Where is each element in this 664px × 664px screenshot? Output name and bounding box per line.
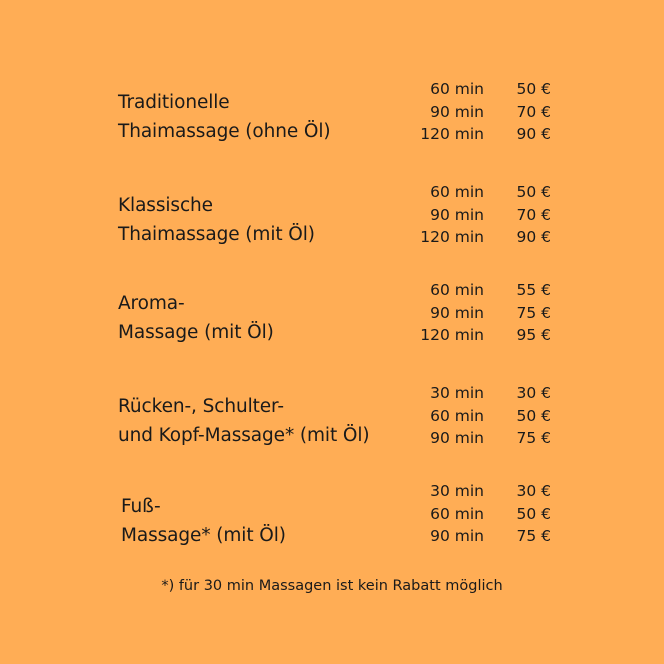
- duration-list: [430, 480, 484, 548]
- service-name: Rücken-, Schulter- und Kopf-Massage* (mit Öl): [118, 396, 370, 446]
- duration: 120 min: [420, 326, 484, 344]
- price: 30 €: [516, 384, 551, 402]
- price-list: [516, 480, 551, 548]
- service-name: Aroma- Massage (mit Öl): [118, 293, 274, 343]
- duration: 90 min: [430, 102, 484, 121]
- footnote: *) für 30 min Massagen ist kein Rabatt möglich: [161, 578, 503, 594]
- duration: 120 min: [420, 228, 484, 246]
- service-back-shoulder-head: [0, 384, 664, 462]
- service-name: Traditionelle Thaimassage (ohne Öl): [118, 92, 331, 142]
- duration: 60 min: [430, 183, 484, 201]
- price: 75 €: [516, 527, 551, 545]
- duration: 60 min: [430, 281, 484, 299]
- duration: 30 min: [430, 384, 484, 402]
- service-foot: [0, 482, 664, 565]
- service-name: Klassische Thaimassage (mit Öl): [118, 195, 315, 245]
- duration-list: [420, 181, 484, 249]
- duration: 60 min: [430, 80, 484, 98]
- price: 75 €: [516, 303, 551, 322]
- service-traditional-thai: [0, 80, 664, 158]
- duration: 90 min: [430, 527, 484, 545]
- price: 75 €: [516, 429, 551, 447]
- price: 95 €: [516, 326, 551, 344]
- duration: 60 min: [430, 406, 484, 425]
- duration: 120 min: [420, 125, 484, 143]
- service-classic-thai: [0, 183, 664, 261]
- price: 70 €: [516, 205, 551, 224]
- duration: 60 min: [430, 504, 484, 523]
- price: 90 €: [516, 228, 551, 246]
- duration-list: [430, 382, 484, 450]
- price: 50 €: [516, 80, 551, 98]
- price-list: [516, 181, 551, 249]
- price: 30 €: [516, 482, 551, 500]
- duration: 90 min: [430, 303, 484, 322]
- price-list: [516, 78, 551, 146]
- duration: 30 min: [430, 482, 484, 500]
- price: 50 €: [516, 406, 551, 425]
- duration: 90 min: [430, 205, 484, 224]
- price: 50 €: [516, 504, 551, 523]
- duration: 90 min: [430, 429, 484, 447]
- price: 50 €: [516, 183, 551, 201]
- price-list: [516, 279, 551, 347]
- price: 90 €: [516, 125, 551, 143]
- duration-list: [420, 78, 484, 146]
- service-name: Fuß- Massage* (mit Öl): [121, 496, 286, 546]
- service-aroma: [0, 281, 664, 359]
- price-list: [516, 382, 551, 450]
- price: 70 €: [516, 102, 551, 121]
- duration-list: [420, 279, 484, 347]
- price: 55 €: [516, 281, 551, 299]
